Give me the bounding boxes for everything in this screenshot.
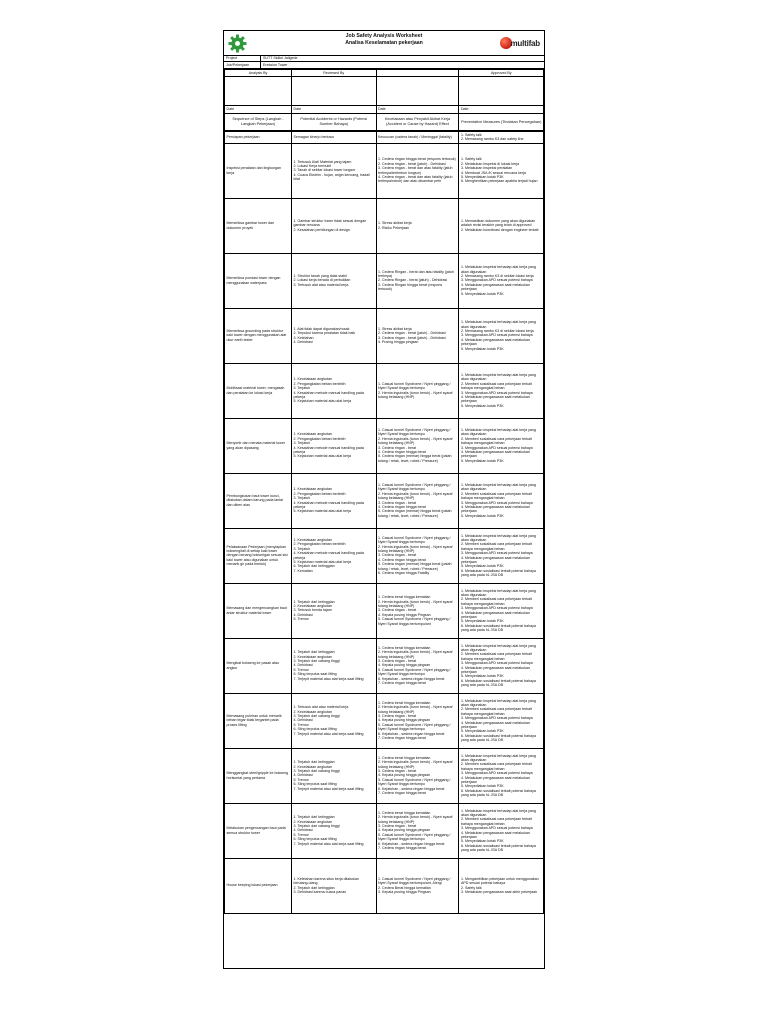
effect-cell: 1. Casual tunnel Syndrome / Nyeri pinggang / Nyeri Syaraf tingga bertumpu 2. Hernia inguinalis (turun berok) - Nyeri syaraf tulang belakang (HNP) 3. Cedera ringan - berat 4. Cedera ringan hingga berat 5. Cedera ringan (memar) hingga berat (patah tulang / retak, lecet, robek / Pressure) 6. Cedera ringan hingga Fatality [376, 528, 459, 583]
effect-cell: 1. Cedera ringan hingga berat (respons tertusuk) 2. Cedera ringan - berat (jatuh) - Dehidrasi 3. Cedera ringan - berat dan atau fatality (jatuh tertimpa/tertimbun longsor) 4. Cedera ringan - berat dan atau fatality (jatuh tertimpa/roboh) dan atau disambar petir [376, 143, 459, 198]
step-cell: Mengikat bokseng ke pasak atau angkur [225, 638, 292, 693]
effects-header: Kecelakaan atau Penyakit Akibat Kerja (Accident or Cause by Hazard) Effect [376, 113, 459, 130]
table-row [225, 748, 544, 803]
prevention-cell: 1. Safety talk 2. Melakukan inspeksi di lokasi kerja 3. Melakukan inspeksi peralatan 4. Membuat JSA /K sesuai rencana kerja 5. Menyediakan kotak P3K 6. Menghentikan pekerjaan apabila terjadi hujan [459, 143, 544, 198]
table-row [225, 638, 544, 693]
effect-cell: 1. Cedera berat hingga kematian 2. Hernia inguinalis (turun berok) - Nyeri syaraf tulang belakang (HNP) 3. Cedera ringan - berat 4. Kepala pusing hingga pingsan 5. Casual tunnel Syndrome / Nyeri pinggang / Nyeri Syaraf tingga bertumpu 6. Kejatuhan - sedera ringan hingga berat 7. Cedera ringan hingga berat [376, 693, 459, 748]
jsa-table-wrap [224, 69, 544, 914]
table-row [225, 143, 544, 198]
prevention-cell: 1. Safety talk 2. Memasang rambu K3 dan safety line [459, 131, 544, 143]
prevention-cell: 1. Mengambilkan pekerjaan untuk menggunakan APD sesuai potensi bahaya 2. Safety talk 3. Melakukan pengawasan saat akhir pekerjaan [459, 858, 544, 913]
signature-header-row [225, 70, 544, 77]
company-logo [500, 36, 540, 50]
jsa-document [223, 30, 545, 969]
reviewed-sign-box [291, 77, 376, 106]
hazard-cell: Semagan kinerjo berkacu [291, 131, 376, 143]
approved-sign-box [459, 77, 544, 106]
document-header [224, 31, 544, 56]
hazard-cell: 1. Terjatuh dari ketinggian 2. Kecelakaan angkutan 3. Tertusuk benda tajam 4. Dehidrasi 5. Tremor [291, 583, 376, 638]
step-cell: Pembungkusan baut tower kunci, dilakukan dalam karung pada lantai dan diberi alas [225, 473, 292, 528]
table-row [225, 418, 544, 473]
effect-cell: 1. Stress akibat kerja 2. Cedera ringan - berat (jatuh) - Dehidrasi 3. Cedera ringan - berat (jatuh) - Dehidrasi 4. Pusing hingga pingsan [376, 308, 459, 363]
hazard-cell: 1. Terjatuh dari ketinggian 2. Kecelakaan angkutan 3. Terjatuh dari cabang tinggi 4. Dehidrasi 5. Tremor 6. Sling terputus saat lifting 7. Terjepit material atau alat kerja saat lifting [291, 748, 376, 803]
table-row [225, 308, 544, 363]
table-row [225, 858, 544, 913]
date-label: Date [459, 106, 544, 113]
job-value: Ereksion Tower [260, 62, 288, 68]
step-cell: Memeriksa pondasi tower dengan menggunakan waterpass [225, 253, 292, 308]
step-cell: Persiapan pekerjaan [225, 131, 292, 143]
date-label: Date [376, 106, 459, 113]
prevention-cell: 1. Melakukan inspeksi terhadap alat kerja yang akan digunakan 2. Memberi sosialisasi cara pekerjaan terkait bahaya mengangkat beban 3. Menggunakan APD sesuai potensi bahaya 4. Melakukan pengawasan saat melakukan pekerjaan 5. Menyediakan kotak P3K [459, 363, 544, 418]
prevention-header: Preventative Measures (Tindakan Pencegahan) [459, 113, 544, 130]
step-cell: Memeriksa gambar tower dan dokumen proyek [225, 198, 292, 253]
hazard-cell: 1. Terjatuh dari ketinggian 2. Kecelakaan angkutan 3. Terjatuh dari cabang tinggi 4. Dehidrasi 5. Tremor 6. Sling terputus saat lifting 7. Terjepit material atau alat kerja saat lifting [291, 803, 376, 858]
table-row [225, 131, 544, 143]
blank-sign-box [376, 77, 459, 106]
hazard-cell: 1. Tertusuk Alat/ Material yang tajam 2. Lokasi Kerja berbukit 3. Tanah di sekitar lokasi tower longsor 4. Cuaca Ekstrim - hujan, angin kencang, badai/ kilat [291, 143, 376, 198]
table-row [225, 693, 544, 748]
step-cell: Memasang pulehan untuk menarik beban tegar tidak tergantet pada proses lifting [225, 693, 292, 748]
job-label: Job/Pekerjaan [226, 63, 249, 67]
title-block [224, 33, 544, 47]
prevention-cell: 1. Melakukan inspeksi terhadap alat kerja yang akan digunakan 2. Memberi sosialisasi cara pekerjaan terkait bahaya mengangkat beban 3. Menggunakan APD sesuai potensi bahaya 4. Melakukan pengawasan saat melakukan pekerjaan 5. Menyediakan kotak P3K [459, 418, 544, 473]
effect-cell: 1. Casual tunnel Syndrome / Nyeri pinggang / Nyeri Syaraf tingga bertumpu 2. Hernia inguinalis (turun berok) - Nyeri syaraf tulang belakang (HNP) 3. Cedera ringan - berat 4. Cedera ringan hingga berat 5. Cedera ringan (memar) hingga berat (patah tulang / retak, lecet, robek / Pressure) [376, 418, 459, 473]
page-title: Job Safety Analysis Worksheet [345, 33, 423, 39]
effect-cell: 1. Cedera berat hingga kematian 2. Hernia inguinalis (turun berok) - Nyeri syaraf tulang belakang (HNP) 3. Cedera ringan - berat 4. Kepala pusing hingga pingsan 5. Casual tunnel Syndrome / Nyeri pinggang / Nyeri Syaraf tingga bertumpu 6. Kejatuhan - sedera ringan hingga berat 7. Cedera ringan hingga berat [376, 748, 459, 803]
table-row [225, 803, 544, 858]
table-row [225, 253, 544, 308]
date-label: Date [225, 106, 292, 113]
table-row [225, 198, 544, 253]
date-row [225, 106, 544, 113]
hazard-cell: 1. Tertusuk alat atau material kerja 2. Kecelakaan angkutan 3. Terjatuh dari cabang tinggi 4. Dehidrasi 5. Tremor 6. Sling terputus saat lifting 7. Terjepit material atau alat kerja saat lifting [291, 693, 376, 748]
hazard-cell: 1. Struktur tanah yang tidak stabil 2. Lokasi kerja berada di perbukitan 3. Tertusuk alat atau material kerja [291, 253, 376, 308]
page-subtitle: Analisa Keselamatan pekerjaan [345, 40, 423, 46]
prevention-cell: 1. Melakukan inspeksi terhadap alat kerja yang akan digunakan 2. Memberi sosialisasi cara pekerjaan terkait bahaya mengangkat beban 3. Menggunakan APD sesuai potensi bahaya 4. Melakukan pengawasan saat melakukan pekerjaan 5. Menyediakan kotak P3K 6. Melakukan sosialisasi terkait potensi bahaya yang ada pada hL JSA DB [459, 528, 544, 583]
reviewed-by-label: Reviewed By [291, 70, 376, 77]
prevention-cell: 1. Melakukan inspeksi terhadap alat kerja yang akan digunakan 2. Memberi sosialisasi cara pekerjaan terkait bahaya mengangkat beban 3. Menggunakan APD sesuai potensi bahaya 4. Melakukan pengawasan saat melakukan pekerjaan 5. Menyediakan kotak P3K 6. Melakukan sosialisasi terkait potensi bahaya yang ada pada hL JSA DB [459, 693, 544, 748]
effect-cell: 1. Cedera berat hingga kematian 2. Hernia inguinalis (turun berok) - Nyeri syaraf tulang belakang (HNP) 3. Cedera ringan - berat 4. Kepala pusing hingga Pingsan 5. Casual tunnel Syndrome / Nyeri pinggang / Nyeri Syaraf tingga bertumpu/ant [376, 583, 459, 638]
prevention-cell: 1. Melakukan inspeksi terhadap alat kerja yang akan digunakan 2. Memberi sosialisasi cara pekerjaan terkait bahaya mengangkat beban 3. Menggunakan APD sesuai potensi bahaya 4. Melakukan pengawasan saat melakukan pekerjaan 5. Menyediakan kotak P3K 6. Melakukan sosialisasi terkait potensi bahaya yang ada pada hL JSA DB [459, 803, 544, 858]
step-cell: Mobilisasi material tower, mengasah dan peralatan ke lokasi kerja [225, 363, 292, 418]
effect-cell: 1. Casual tunnel Syndrome / Nyeri pinggang / Nyeri Syaraf tingga bertumpu/ant, Alergi 2. Cedera Berat hingga kematian 3. Kepala pusing hingga Pingsan [376, 858, 459, 913]
hazard-cell: 1. Alat tidak dapat digunakan/rusak 2. Terpukul karena peralatan tidak baik 3. Kelelahan 4. Dehidrasi [291, 308, 376, 363]
analysis-sign-box [225, 77, 292, 106]
effect-cell: 1. Casual tunnel Syndrome / Nyeri pinggang / Nyeri Syaraf tingga bertumpu 2. Hernia inguinalis (turun berok) - Nyeri syaraf tulang belakang (HNP) 3. Cedera ringan - berat 4. Cedera ringan hingga berat 5. Cedera ringan (memar) hingga berat (patah tulang / retak, lecet, robek / Pressure) [376, 473, 459, 528]
project-row [224, 55, 544, 62]
hazard-cell: 1. Kecelakaan angkutan 2. Pengangkatan beban berlebih 3. Terjatuh 4. Kesalahan metode manual handling pada pekerja 5. Kejatuhan material atau alat kerja [291, 363, 376, 418]
table-row [225, 528, 544, 583]
hazard-cell: 1. Terjatuh dari ketinggian 2. Kecelakaan angkutan 3. Terjatuh dari cabang tinggi 4. Dehidrasi 5. Tremor 6. Sling terputus saat lifting 7. Terjepit material atau alat kerja saat lifting [291, 638, 376, 693]
date-label: Date [291, 106, 376, 113]
analysis-table [224, 131, 544, 914]
hazard-cell: 1. Kecelakaan angkutan 2. Pengangkatan beban berlebih 3. Terjatuh 4. Kesalahan metode manual handling pada pekerja 5. Kejatuhan material atau alat kerja [291, 473, 376, 528]
step-cell: Memasang dan mengencangkan baut antar struktur material tower [225, 583, 292, 638]
step-cell: House keeping lokasi pekerjaan [225, 858, 292, 913]
hazard-cell: 1. Kecelakaan angkutan 2. Pengangkatan beban berlebih 3. Terjatuh 4. Kesalahan metode manual handling pada pekerja 5. Kejatuhan material atau alat kerja [291, 418, 376, 473]
effect-cell: 1. Cedera berat hingga kematian 2. Hernia inguinalis (turun berok) - Nyeri syaraf tulang belakang (HNP) 3. Cedera ringan - berat 4. Kepala pusing hingga pingsan 5. Casual tunnel Syndrome / Nyeri pinggang / Nyeri Syaraf tingga bertumpu 6. Kejatuhan - sedera ringan hingga berat 7. Cedera ringan hingga berat [376, 803, 459, 858]
project-value: SUTT Sidikri Jaligede [260, 55, 298, 61]
hazards-header: Potential Accidents or Hazards (Potensi Sumber Bahaya) [291, 113, 376, 130]
step-cell: Inspeksi peralatan dan lingkungan kerja [225, 143, 292, 198]
project-label: Project [226, 56, 238, 60]
table-row [225, 363, 544, 418]
prevention-cell: 1. Melakukan inspeksi terhadap alat kerja yang akan digunakan 2. Memberi sosialisasi cara pekerjaan terkait bahaya mengangkat beban 3. Menggunakan APD sesuai potensi bahaya 4. Melakukan pengawasan saat melakukan pekerjaan 5. Menyediakan kotak P3K 6. Melakukan sosialisasi terkait potensi bahaya yang ada pada hL JSA DB [459, 638, 544, 693]
approved-by-label: Approved By [459, 70, 544, 77]
effect-cell: Kecuucan (cadera tanah) / Meninggal (fatality) [376, 131, 459, 143]
prevention-cell: 1. Melakukan inspeksi terhadap alat kerja yang akan digunakan 2. Memberi sosialisasi cara pekerjaan terkait bahaya mengangkat beban 3. Menggunakan APD sesuai potensi bahaya 4. Melakukan pengawasan saat melakukan pekerjaan 5. Menyediakan kotak P3K [459, 473, 544, 528]
prevention-cell: 1. Melakukan inspeksi terhadap alat kerja yang akan digunakan 2. Memberi sosialisasi cara pekerjaan terkait bahaya mengangkat beban 3. Menggunakan APD sesuai potensi bahaya 4. Melakukan pengawasan saat melakukan pekerjaan 5. Menyediakan kotak P3K 6. Melakukan sosialisasi terkait potensi bahaya yang ada pada hL JSA DB [459, 583, 544, 638]
effect-cell: 1. Cedera berat hingga kematian 2. Hernia inguinalis (turun berok) - Nyeri syaraf tulang belakang (HNP) 3. Cedera ringan - berat 4. Kepala pusing hingga pingsan 5. Casual tunnel Syndrome / Nyeri pinggang / Nyeri Syaraf tingga bertumpu 6. Kejatuhan - sedera ringan hingga berat 7. Cedera ringan hingga berat [376, 638, 459, 693]
step-cell: Menggangkat steel/gripple ke bokseng horisontal yang pertama [225, 748, 292, 803]
hazard-cell: 1. Kelelahan karena situs kerja dilakukan berulang-ulang 2. Terjatuh dari ketinggian 3. Dehidrasi karena cuaca panas [291, 858, 376, 913]
prevention-cell: 1. Memastikan dokumen yang akan digunakan adalah revisi terakhir yang telah di approved 2. Melakukan koordinasi dengan engineer terkait [459, 198, 544, 253]
blank-sign-label [376, 70, 459, 77]
signature-table [224, 69, 544, 131]
step-cell: Memeriksa grounding pada struktur kaki tower dengan menggunakan alat ukur earth tester [225, 308, 292, 363]
column-header-row [225, 113, 544, 130]
table-row [225, 473, 544, 528]
prevention-cell: 1. Melakukan inspeksi terhadap alat kerja yang akan digunakan 2. Memasang rambu K3 di sekitar lokasi kerja 3. Menggunakan APD sesuai potensi bahaya 4. Melakukan pengawasan saat melakukan pekerjaan 5. Menyediakan kotak P3K [459, 253, 544, 308]
prevention-cell: 1. Melakukan inspeksi terhadap alat kerja yang akan digunakan 2. Memasang rambu K3 di sekitar lokasi kerja 3. Menggunakan APD sesuai potensi bahaya 4. Melakukan pengawasan saat melakukan pekerjaan 5. Menyediakan kotak P3K [459, 308, 544, 363]
hazard-cell: 1. Kecelakaan angkutan 2. Pengangkatan beban berlebih 3. Terjatuh 4. Kesalahan metode manual handling pada pekerja 5. Kejatuhan material atau alat kerja 6. Terjatuh dari ketinggian 7. Kematian [291, 528, 376, 583]
logo-text: multifab [510, 38, 540, 48]
step-cell: Melakukan pengencangan baut pada semua struktur tower [225, 803, 292, 858]
effect-cell: 1. Casual tunnel Syndrome / Nyeri pinggang / Nyeri Syaraf tingga bertumpu 2. Hernia inguinalis (turun berok) - Nyeri syaraf tulang belakang (HNP) [376, 363, 459, 418]
effect-cell: 1. Stress akibat kerja 2. Risiko Pekerjaan [376, 198, 459, 253]
hazard-cell: 1. Gambar struktur tower tidak sesuai dengan gambar rencana 2. Kesalahan perhitungan di design [291, 198, 376, 253]
effect-cell: 1. Cedera Ringan - berat dan atau fatality (jatuh tertimpa) 2. Cedera Ringan - berat (jatuh) - Dehidrasi 3. Cedera Ringan hingga berat (respons tertusuk) [376, 253, 459, 308]
signature-space-row [225, 77, 544, 106]
table-row [225, 583, 544, 638]
analysis-by-label: Analysis By [225, 70, 292, 77]
step-cell: Menyortir dan menata material tower yang akan dipasang [225, 418, 292, 473]
job-row [224, 62, 544, 69]
step-cell: Pelaksanaan Pekerjaan (menyiapkan bokseng/tali di setiap kaki tower dengan benang bokserigan sesuai sisi kaki tower atau digunakan untuk menarik gir pada bentuk) [225, 528, 292, 583]
steps-header: Sequence of Steps (Langkah - Langkah Pekerjaan) [225, 113, 292, 130]
prevention-cell: 1. Melakukan inspeksi terhadap alat kerja yang akan digunakan 2. Memberi sosialisasi cara pekerjaan terkait bahaya mengangkat beban 3. Menggunakan APD sesuai potensi bahaya 4. Melakukan pengawasan saat melakukan pekerjaan 5. Menyediakan kotak P3K 6. Melakukan sosialisasi terkait potensi bahaya yang ada pada hL JSA DB [459, 748, 544, 803]
